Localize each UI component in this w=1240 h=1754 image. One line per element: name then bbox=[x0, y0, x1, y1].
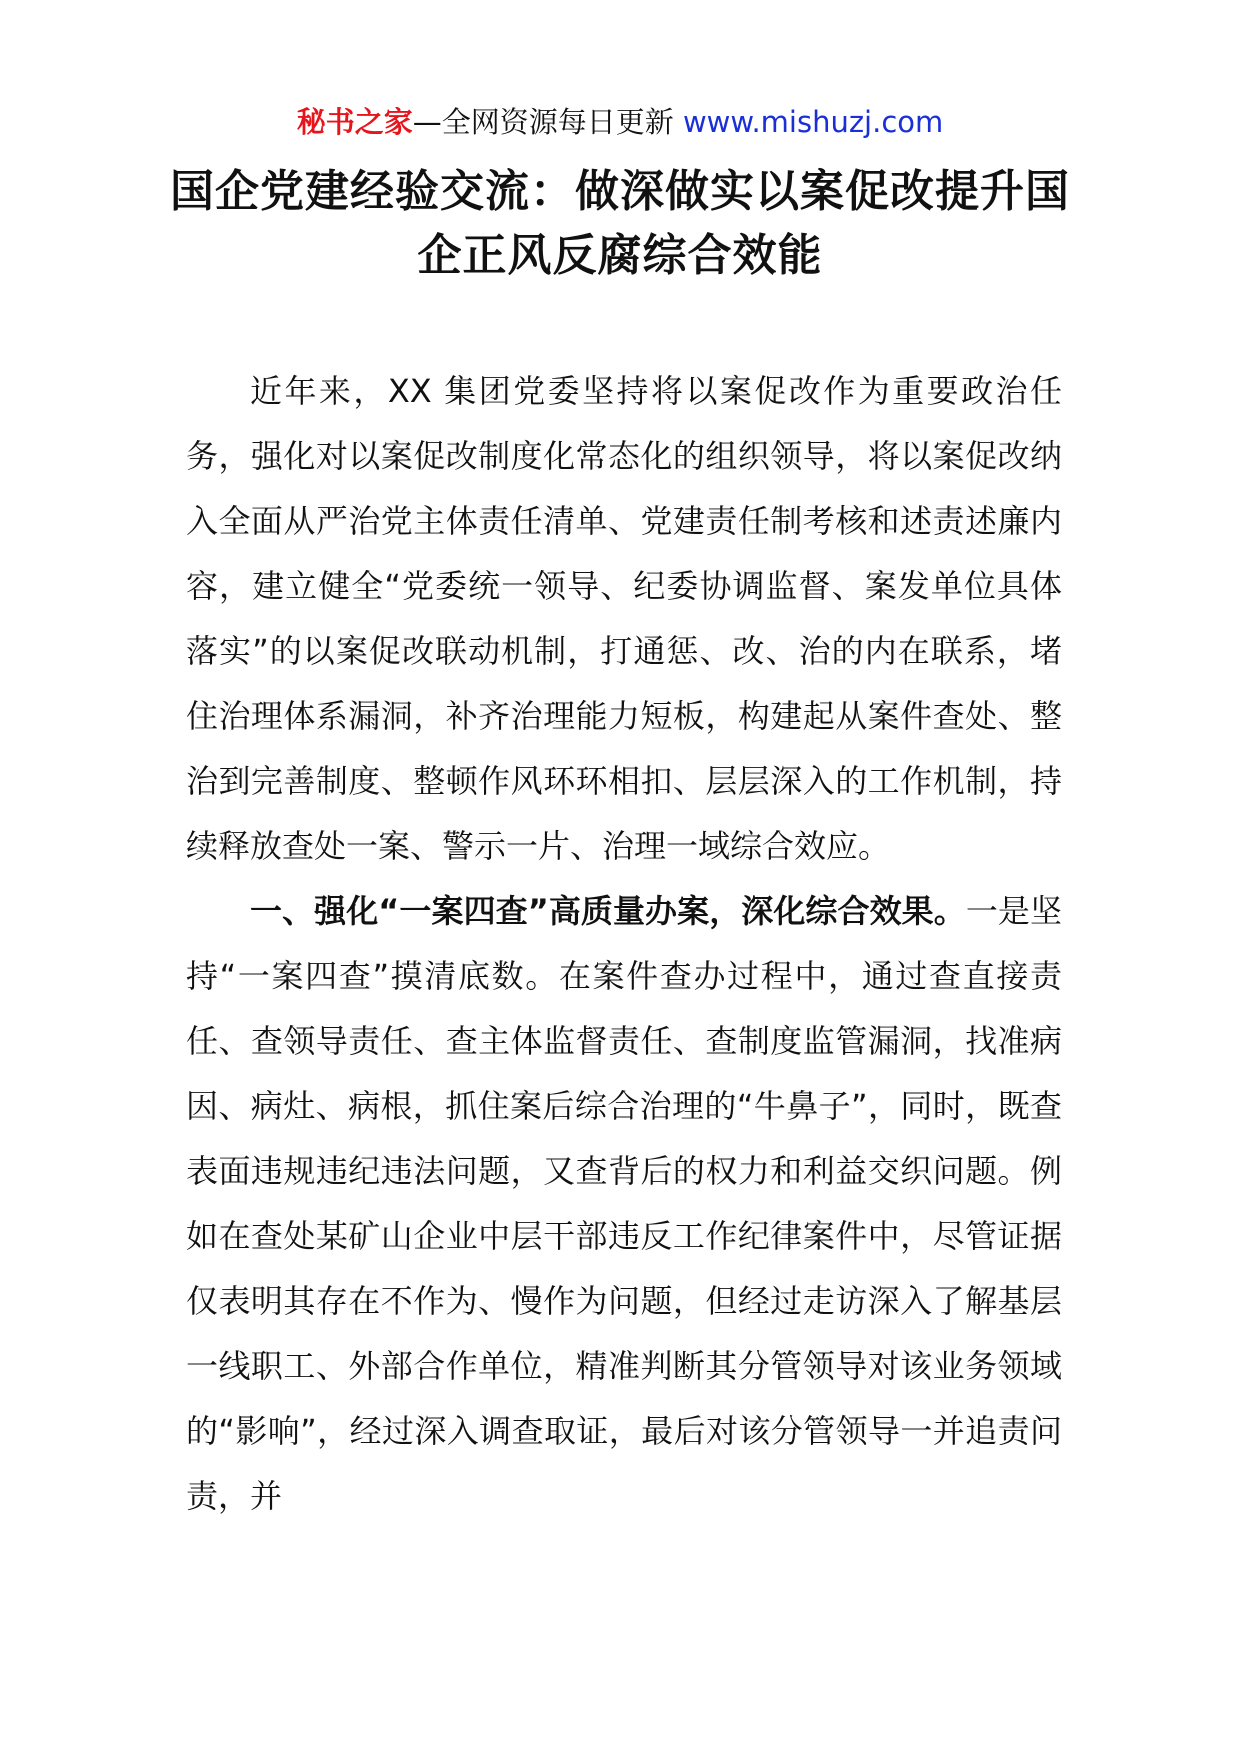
site-url-link[interactable]: www.mishuzj.com bbox=[682, 105, 944, 139]
paragraph-section-one bbox=[186, 879, 1062, 1529]
paragraph-text: 一是坚持“一案四查”摸清底数。在案件查办过程中，通过查直接责任、查领导责任、查主体监督责任、查制度监管漏洞，找准病因、病灶、病根，抓住案后综合治理的“牛鼻子”，同时，既查表面违规违纪违法问题，又查背后的权力和利益交织问题。例如在查处某矿山企业中层干部违反工作纪律案件中，尽管证据仅表明其存在不作为、慢作为问题，但经过走访深入了解基层一线职工、外部合作单位，精准判断其分管领导对该业务领域的“影响”，经过深入调查取证，最后对该分管领导一并追责问责，并 bbox=[186, 892, 1062, 1515]
site-brand: 秘书之家 bbox=[296, 105, 413, 139]
document-body bbox=[186, 359, 1062, 1529]
section-heading: 一、强化“一案四查”高质量办案，深化综合效果。 bbox=[250, 892, 966, 930]
paragraph-intro bbox=[186, 359, 1062, 879]
site-tagline: —全网资源每日更新 bbox=[412, 105, 683, 139]
paragraph-text: 近年来，XX 集团党委坚持将以案促改作为重要政治任务，强化对以案促改制度化常态化的组织领导，将以案促改纳入全面从严治党主体责任清单、党建责任制考核和述责述廉内容，建立健全“党委统一领导、纪委协调监督、案发单位具体落实”的以案促改联动机制，打通惩、改、治的内在联系，堵住治理体系漏洞，补齐治理能力短板，构建起从案件查处、整治到完善制度、整顿作风环环相扣、层层深入的工作机制，持续释放查处一案、警示一片、治理一域综合效应。 bbox=[186, 372, 1062, 865]
document-title: 国企党建经验交流：做深做实以案促改提升国企正风反腐综合效能 bbox=[170, 166, 1070, 281]
site-header bbox=[0, 102, 1240, 142]
